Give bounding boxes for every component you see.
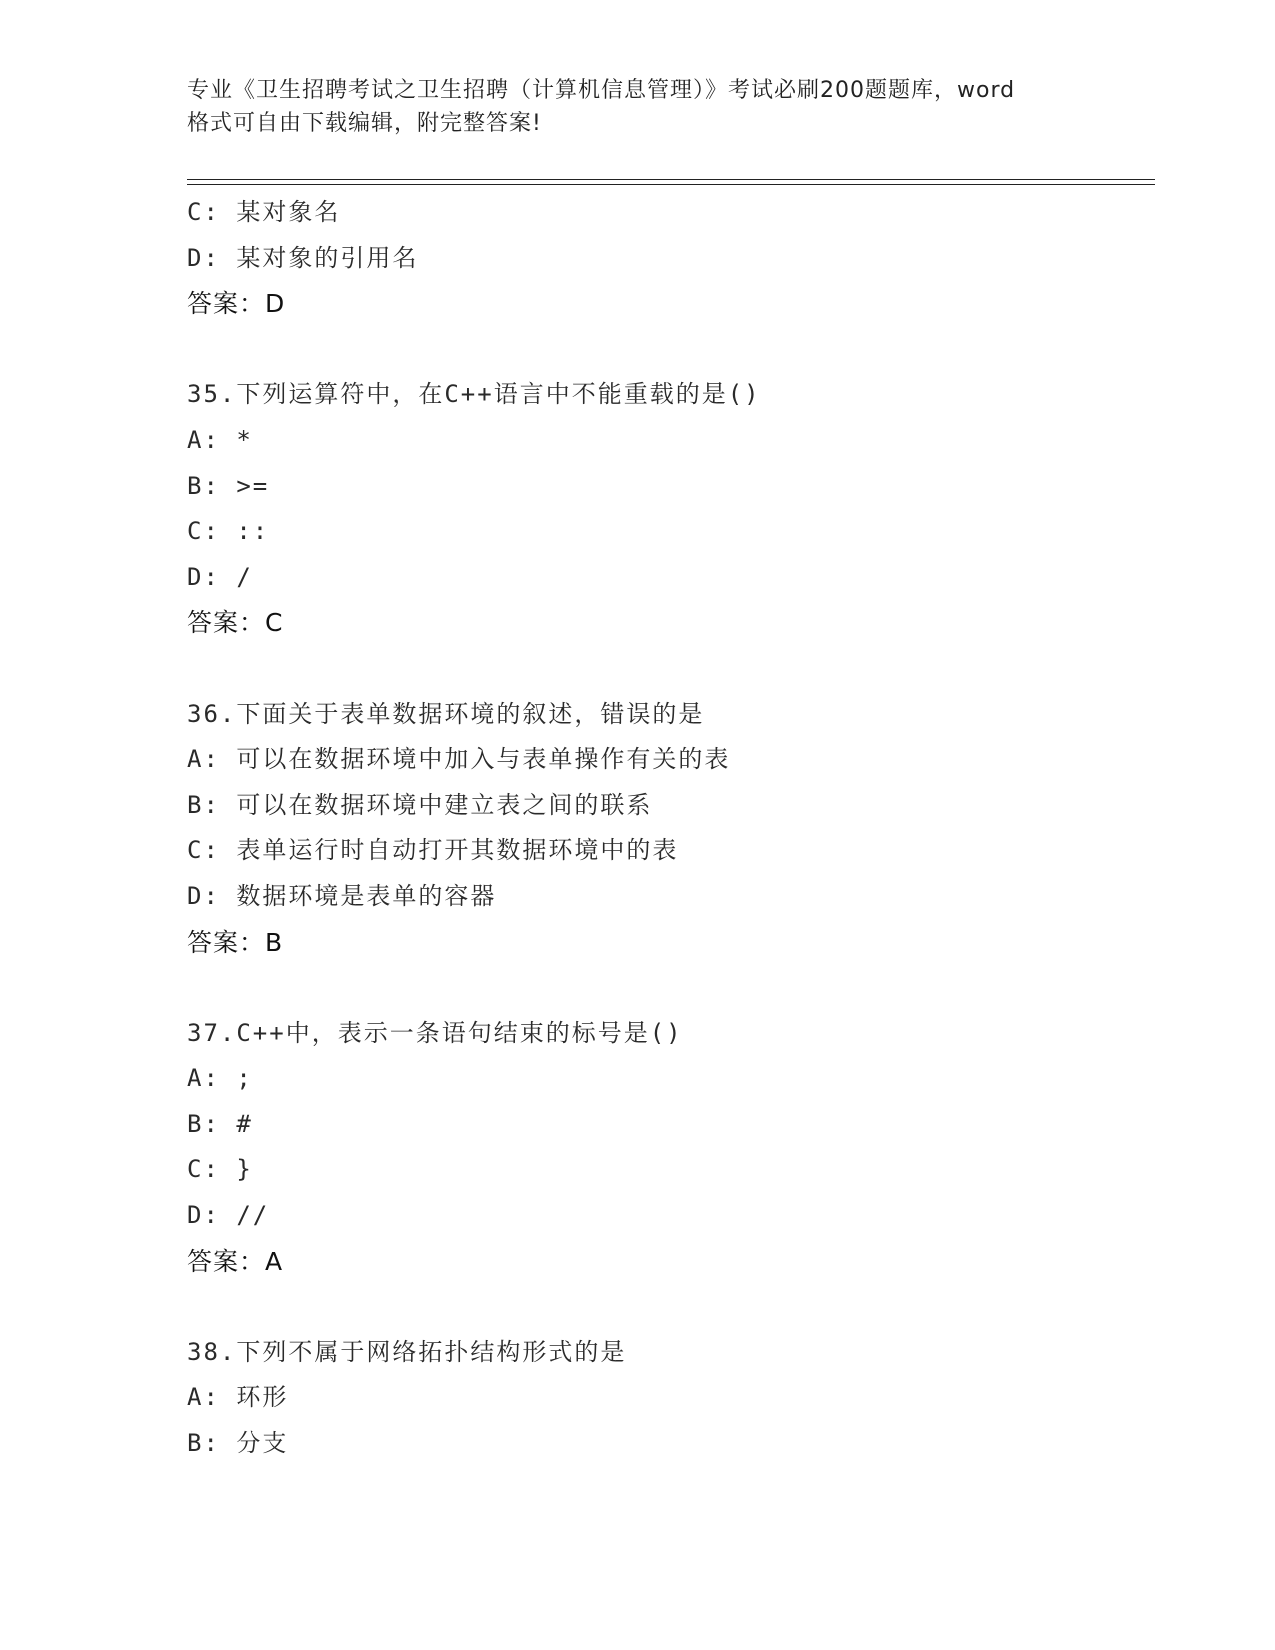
option-c: C: 表单运行时自动打开其数据环境中的表: [187, 836, 679, 865]
answer-line: 答案：D: [187, 289, 286, 319]
option-b: B: >=: [187, 471, 270, 500]
document-header: [187, 74, 1087, 140]
spacer: [187, 646, 1147, 692]
option-a: A: *: [187, 425, 253, 454]
answer-line: 答案：A: [187, 1246, 284, 1276]
option-b: B: #: [187, 1109, 253, 1138]
header-divider-bottom: [187, 184, 1155, 185]
option-b: B: 可以在数据环境中建立表之间的联系: [187, 790, 653, 819]
option-d: D: 数据环境是表单的容器: [187, 881, 497, 910]
spacer: [187, 1284, 1147, 1330]
option-d: D: /: [187, 562, 253, 591]
question-stem: 38.下列不属于网络拓扑结构形式的是: [187, 1337, 627, 1366]
option-d: D: 某对象的引用名: [187, 243, 419, 272]
option-a: A: ;: [187, 1064, 253, 1093]
question-stem: 35.下列运算符中，在C++语言中不能重载的是(): [187, 380, 761, 409]
question-34-fragment: [187, 190, 1147, 327]
question-37: [187, 1011, 1147, 1285]
header-divider-top: [187, 179, 1155, 180]
option-d: D: //: [187, 1201, 270, 1230]
spacer: [187, 327, 1147, 373]
question-content: [187, 190, 1147, 1467]
header-title-line-1: 专业《卫生招聘考试之卫生招聘（计算机信息管理）》考试必刷200题题库，word: [187, 78, 1016, 103]
question-38: [187, 1330, 1147, 1467]
question-35: [187, 372, 1147, 646]
header-title-line-2: 格式可自由下载编辑，附完整答案!: [187, 111, 542, 136]
spacer: [187, 965, 1147, 1011]
option-c: C: }: [187, 1155, 253, 1184]
option-b: B: 分支: [187, 1429, 289, 1458]
question-stem: 36.下面关于表单数据环境的叙述，错误的是: [187, 699, 705, 728]
option-c: C: ::: [187, 517, 270, 546]
question-stem: 37.C++中，表示一条语句结束的标号是(): [187, 1018, 683, 1047]
option-c: C: 某对象名: [187, 198, 341, 226]
question-36: [187, 692, 1147, 966]
option-a: A: 环形: [187, 1383, 289, 1412]
answer-line: 答案：B: [187, 927, 284, 957]
option-a: A: 可以在数据环境中加入与表单操作有关的表: [187, 745, 731, 774]
answer-line: 答案：C: [187, 608, 284, 638]
